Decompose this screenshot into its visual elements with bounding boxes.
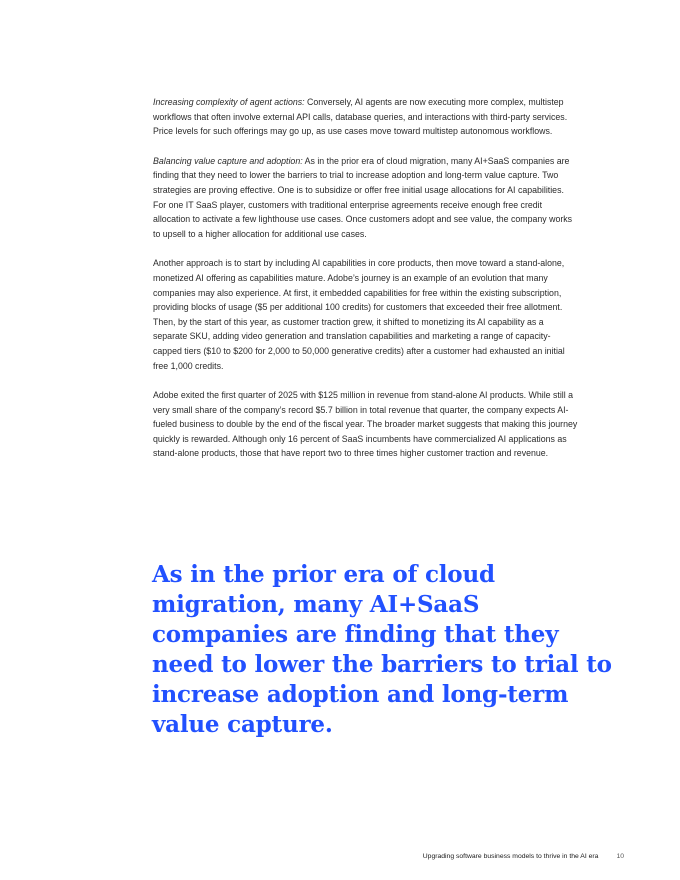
page-number: 10 — [616, 853, 624, 860]
paragraph-value-capture — [153, 154, 578, 242]
paragraph-text: As in the prior era of cloud migration, many AI+SaaS companies are finding that they need to lower the barriers to trial to increase adoption and long-term value capture. Two strategies are proving effective. One is to subsidize or offer free initial usage allocations for AI capabilities. For one IT SaaS player, customers with traditional enterprise agreements receive enough free credit allocation to activate a few lighthouse use cases. Once customers adopt and see value, the company works to upsell to a higher allocation for additional use cases. — [153, 155, 573, 239]
page-footer — [423, 853, 624, 860]
paragraph-adobe-results — [153, 388, 578, 461]
paragraph-lead: Balancing value capture and adoption: — [153, 155, 303, 166]
paragraph-text: Conversely, AI agents are now executing more complex, multistep workflows that often involve external API calls, database queries, and interactions with third-party services. Price levels for such offerings may go up, as use cases move toward multistep autonomous workflows. — [153, 97, 568, 137]
paragraph-text: Adobe exited the first quarter of 2025 with $125 million in revenue from stand-alone AI products. While still a very small share of the company’s record $5.7 billion in total revenue that quarter, the company expects AI-fueled business to double by the end of the fiscal year. The broader market suggests that making this journey quickly is rewarded. Although only 16 percent of SaaS incumbents have commercialized AI applications as stand-alone products, those that have report two to three times higher customer traction and revenue. — [153, 390, 578, 459]
paragraph-another-approach — [153, 256, 578, 373]
paragraph-agent-actions — [153, 95, 578, 139]
paragraph-text: Another approach is to start by including AI capabilities in core products, then move toward a stand-alone, monetized AI offering as capabilities mature. Adobe’s journey is an example of an evolution that many companies may also experience. At first, it embedded capabilities for free within the existing subscription, providing blocks of usage ($5 per additional 100 credits) for customers that exceeded their free allotment. Then, by the start of this year, as customer traction grew, it shifted to monetizing its AI capability as a separate SKU, adding video generation and translation capabilities and marketing a range of capacity-capped tiers ($10 to $200 for 2,000 to 50,000 generative credits) after a customer had exhausted an initial free 1,000 credits. — [153, 258, 565, 371]
footer-title: Upgrading software business models to thrive in the AI era — [422, 853, 599, 860]
paragraph-lead: Increasing complexity of agent actions: — [153, 97, 305, 107]
pull-quote: As in the prior era of cloud migration, many AI+SaaS companies are finding that they need to lower the barriers to trial to increase adoption and long-term value capture. — [152, 561, 612, 738]
body-text — [153, 95, 578, 476]
